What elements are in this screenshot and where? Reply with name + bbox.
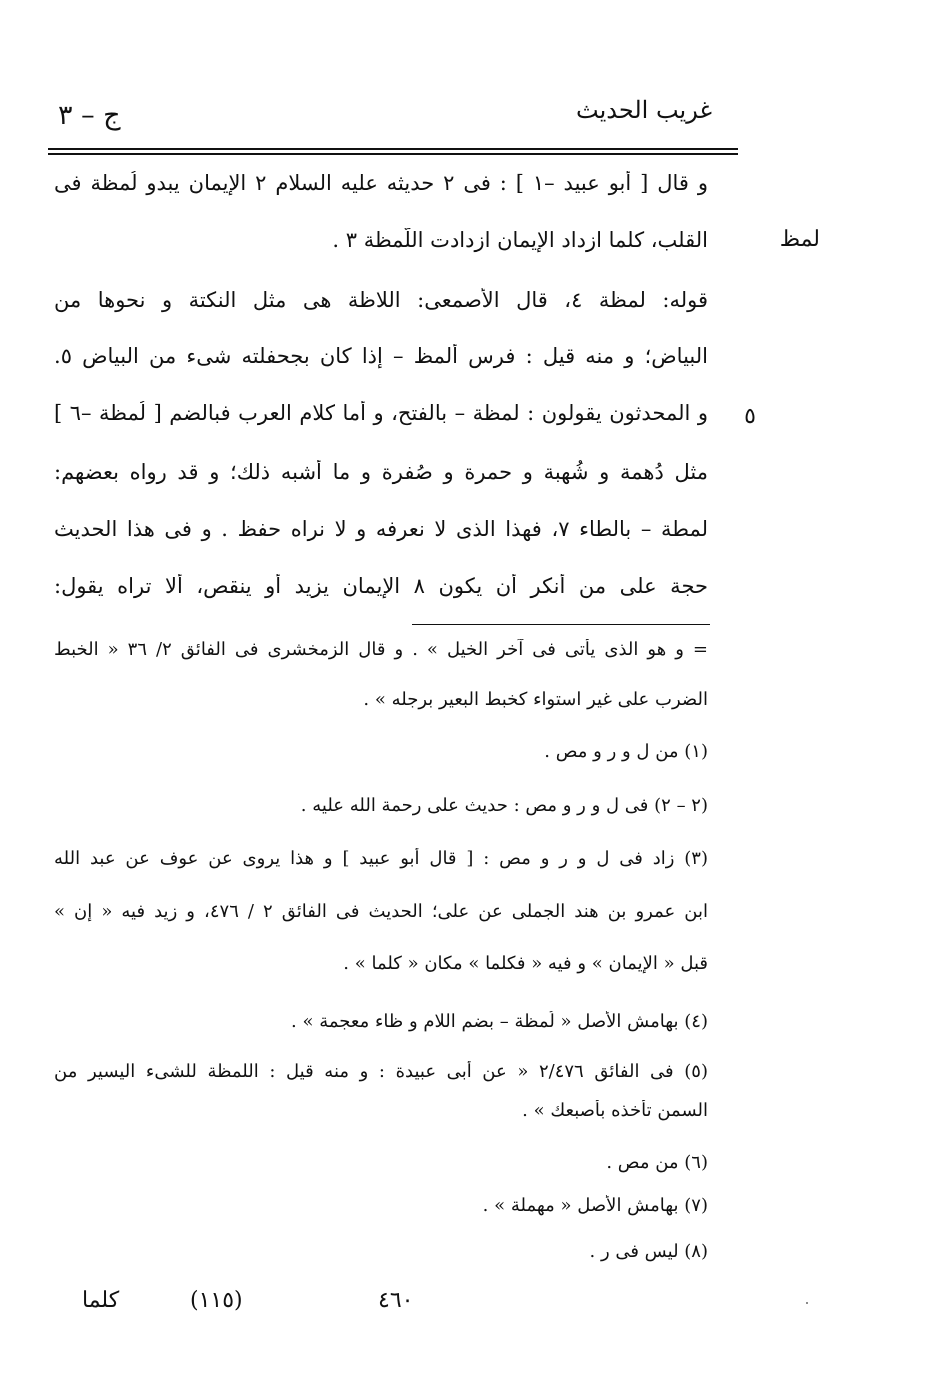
footnote-line-8: (٤) بهامش الأصل « لُمظة – بضم اللام و ظاء معجمة » . bbox=[291, 1011, 708, 1032]
main-text-line-3: قوله: لمظة ٤، قال الأصمعى: اللاظة هى مثل النكتة و نحوها من bbox=[54, 288, 708, 312]
main-text-line-8: حجة على من أنكر أن يكون ٨ الإيمان يزيد أو ينقص، ألا تراه يقول: bbox=[54, 574, 708, 598]
footnote-line-1: = و هو الذى يأتى فى آخر الخيل » . و قال الزمخشرى فى الفائق ٢/ ٣٦ « الخبط bbox=[54, 639, 708, 660]
footnote-line-5: (٣) زاد فى ل و ر و مص : [ قال أبو عبيد ] و هذا يروى عن عوف عن عبد الله bbox=[54, 848, 708, 869]
main-text-line-1: و قال [ أبو عبيد –١ ] : فى ٢ حديثه عليه السلام ٢ الإيمان يبدو لُمظة فى bbox=[54, 171, 708, 195]
main-text-line-2: القلب، كلما ازداد الإيمان ازدادت اللُّمظة ٣ . bbox=[332, 228, 708, 252]
footnote-line-2: الضرب على غير استواء كخبط البعير برجله » . bbox=[363, 689, 708, 710]
main-text-line-7: لمطة – بالطاء ٧، فهذا الذى لا نعرفه و لا نراه حفظ . و فى هذا الحديث bbox=[54, 517, 708, 541]
footnote-line-10: السمن تأخذه بأصبعك » . bbox=[522, 1100, 708, 1121]
catchword: كلما bbox=[82, 1288, 120, 1313]
scan-mark bbox=[806, 1302, 808, 1304]
footnote-line-12: (٧) بهامش الأصل « مهملة » . bbox=[482, 1195, 708, 1216]
footnote-line-11: (٦) من مص . bbox=[606, 1152, 708, 1173]
main-text-line-5: و المحدثون يقولون : لمظة – بالفتح، و أما كلام العرب فبالضم [ لُمظة –٦ ] bbox=[54, 401, 708, 425]
footnote-line-13: (٨) ليس فى ر . bbox=[589, 1241, 708, 1262]
footnote-line-7: قبل « الإيمان » و فيه « فكلما » مكان « كلما » . bbox=[343, 953, 708, 974]
volume-number: ج – ٣ bbox=[58, 100, 121, 131]
leaf-number: ٤٦٠ bbox=[378, 1288, 414, 1313]
footnote-line-6: ابن عمرو بن هند الجملى عن على؛ الحديث فى الفائق ٢ / ٤٧٦، و زيد فيه « إن » bbox=[54, 901, 708, 922]
main-text-line-6: مثل دُهمة و شُهبة و حمرة و صُفرة و ما أشبه ذلك؛ و قد رواه بعضهم: bbox=[54, 460, 708, 484]
line-number-marker: ٥ bbox=[744, 404, 756, 429]
footnote-line-3: (١) من ل و ر و مص . bbox=[544, 741, 708, 762]
header-divider-bottom bbox=[48, 153, 738, 155]
footnote-line-9: (٥) فى الفائق ٢/٤٧٦ « عن أبى عبيدة : و منه قيل : اللمظة للشىء اليسير من bbox=[54, 1061, 708, 1082]
footnote-divider bbox=[412, 624, 710, 625]
header-divider-top bbox=[48, 148, 738, 150]
margin-keyword: لمظ bbox=[779, 227, 820, 252]
page-number: (١١٥) bbox=[190, 1288, 243, 1313]
footnote-line-4: (٢ – ٢) فى ل و ر و مص : حديث على رحمة الله عليه . bbox=[300, 795, 708, 816]
main-text-line-4: البياض؛ و منه قيل : فرس ألمظ – إذا كان بجحفلته شىء من البياض ٥. bbox=[54, 344, 708, 368]
running-header-title: غريب الحديث bbox=[576, 96, 712, 124]
